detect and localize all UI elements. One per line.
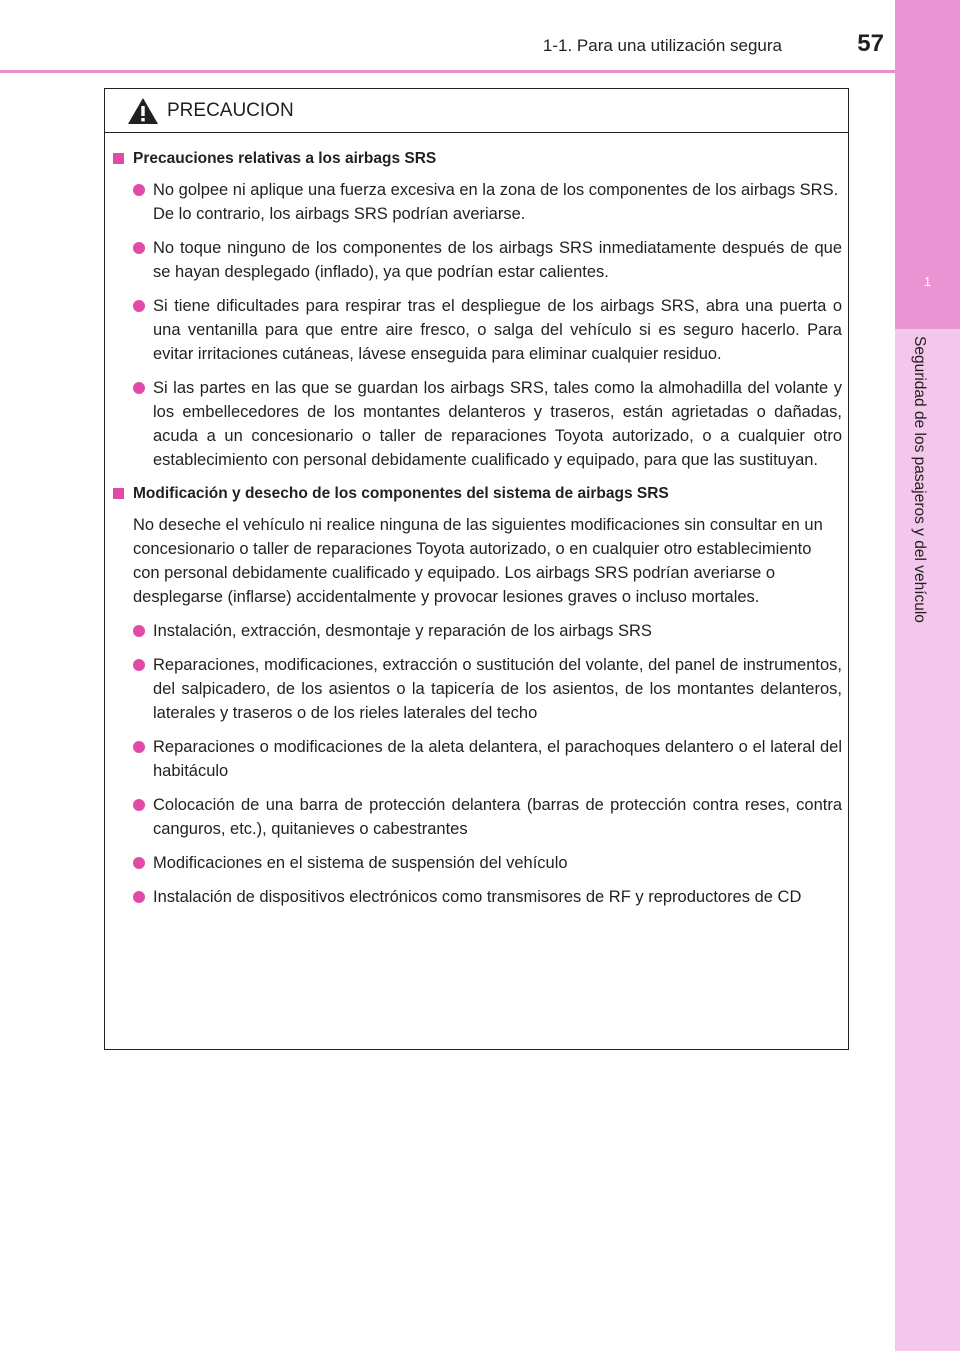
chapter-number: 1 xyxy=(923,274,932,289)
bullet-icon xyxy=(133,300,145,312)
list-item: No toque ninguno de los componentes de los airbags SRS inmediatamente después de que se hayan desplegado (inflado), ya que podrían estar calientes. xyxy=(105,236,850,284)
bullet-icon xyxy=(133,382,145,394)
list-item: No golpee ni aplique una fuerza excesiva en la zona de los componentes de los airbags SRS. De lo contrario, los airbags SRS podrían averiarse. xyxy=(105,178,850,226)
square-bullet-icon xyxy=(113,153,124,164)
bullet-icon xyxy=(133,659,145,671)
bullet-icon xyxy=(133,625,145,637)
chapter-label: Seguridad de los pasajeros y del vehículo xyxy=(911,336,928,623)
list-item: Instalación de dispositivos electrónicos como transmisores de RF y reproductores de CD xyxy=(105,885,850,909)
caution-header xyxy=(105,89,848,133)
section-paragraph: No deseche el vehículo ni realice ninguna de las siguientes modificaciones sin consultar en un concesionario o taller de reparaciones Toyota autorizado, o en cualquier otro establecimiento con personal debidamente cualificado y equipado. Los airbags SRS podrían averiarse o desplegarse (inflarse) accidentalmente y provocar lesiones graves o incluso mortales. xyxy=(133,516,823,606)
header-rule xyxy=(0,70,895,73)
list-item: Reparaciones o modificaciones de la aleta delantera, el parachoques delantero o el lateral del habitáculo xyxy=(105,735,850,783)
section-title: 1-1. Para una utilización segura xyxy=(542,36,782,55)
list-item: Reparaciones, modificaciones, extracción o sustitución del volante, del panel de instrumentos, del salpicadero, de los asientos o la tapicería de los asientos, de los montantes delanteros, laterales y traseros o de los rieles laterales del techo xyxy=(105,653,850,725)
list-item: Si tiene dificultades para respirar tras el despliegue de los airbags SRS, abra una puerta o una ventanilla para que entre aire fresco, o salga del vehículo si es seguro hacerlo. Para evitar irritaciones cutáneas, lávese enseguida para eliminar cualquier residuo. xyxy=(105,294,850,366)
page-number: 57 xyxy=(857,30,884,57)
bullet-icon xyxy=(133,242,145,254)
section-heading: Modificación y desecho de los componentes del sistema de airbags SRS xyxy=(105,482,850,506)
list-item: Modificaciones en el sistema de suspensión del vehículo xyxy=(105,851,850,875)
bullet-icon xyxy=(133,741,145,753)
caution-box xyxy=(104,88,849,1050)
warning-triangle-icon xyxy=(127,97,159,125)
bullet-icon xyxy=(133,891,145,903)
bullet-icon xyxy=(133,799,145,811)
caution-title: PRECAUCION xyxy=(167,100,294,121)
square-bullet-icon xyxy=(113,488,124,499)
caution-content xyxy=(105,147,850,919)
section-heading: Precauciones relativas a los airbags SRS xyxy=(105,147,850,171)
bullet-icon xyxy=(133,184,145,196)
list-item: Instalación, extracción, desmontaje y reparación de los airbags SRS xyxy=(105,619,850,643)
list-item: Si las partes en las que se guardan los airbags SRS, tales como la almohadilla del volante y los embellecedores de los montantes delanteros y traseros, están agrietadas o dañadas, acuda a un concesionario o taller de reparaciones Toyota autorizado, o a cualquier otro establecimiento con personal debidamente cualificado y equipado, para que las sustituyan. xyxy=(105,376,850,472)
list-item: Colocación de una barra de protección delantera (barras de protección contra reses, contra canguros, etc.), quitanieves o cabestrantes xyxy=(105,793,850,841)
bullet-icon xyxy=(133,857,145,869)
